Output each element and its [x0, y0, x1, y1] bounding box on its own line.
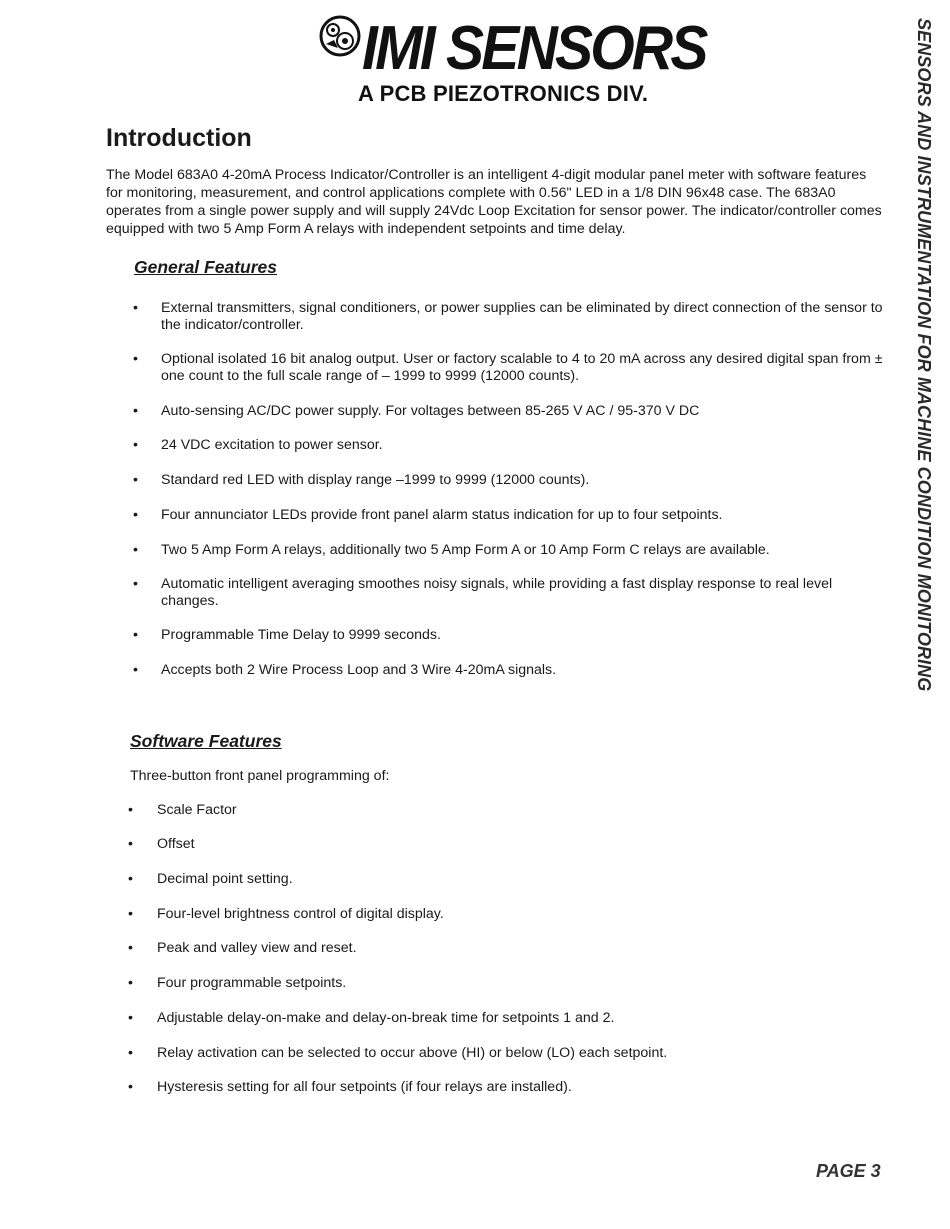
software-features-intro: Three-button front panel programming of: — [130, 768, 390, 784]
list-item: • Automatic intelligent averaging smoothes noisy signals, while providing a fast display response to real level changes. — [133, 576, 833, 609]
bullet-icon: • — [133, 662, 138, 678]
list-item: • Programmable Time Delay to 9999 seconds. — [133, 627, 441, 643]
list-item: • Four-level brightness control of digital display. — [128, 906, 444, 922]
bullet-icon: • — [133, 542, 138, 558]
list-item: • Four annunciator LEDs provide front panel alarm status indication for up to four setpoints. — [133, 507, 723, 523]
list-item: • External transmitters, signal conditioners, or power supplies can be eliminated by direct connection of the sensor to the indicator/controller. — [133, 300, 883, 333]
bullet-icon: • — [133, 351, 138, 367]
list-item: • Hysteresis setting for all four setpoints (if four relays are installed). — [128, 1079, 572, 1095]
list-item: • Offset — [128, 836, 195, 852]
list-item: • Four programmable setpoints. — [128, 975, 347, 991]
bullet-icon: • — [128, 1079, 133, 1095]
bullet-icon: • — [128, 836, 133, 852]
bullet-icon: • — [128, 906, 133, 922]
list-item: • Adjustable delay-on-make and delay-on-break time for setpoints 1 and 2. — [128, 1010, 615, 1026]
page-title: Introduction — [106, 124, 252, 152]
side-banner-text: SENSORS AND INSTRUMENTATION FOR MACHINE CONDITION MONITORING — [914, 18, 934, 692]
list-item: • Auto-sensing AC/DC power supply. For voltages between 85-265 V AC / 95-370 V DC — [133, 403, 700, 419]
list-item: • Peak and valley view and reset. — [128, 940, 357, 956]
bullet-icon: • — [133, 627, 138, 643]
introduction-section — [106, 120, 896, 238]
logo-wordmark: IMI SENSORS — [362, 14, 706, 83]
side-banner — [908, 18, 938, 778]
bullet-icon: • — [133, 507, 138, 523]
logo-subtitle: A PCB PIEZOTRONICS DIV. — [358, 81, 649, 106]
bullet-icon: • — [128, 940, 133, 956]
list-item: • Decimal point setting. — [128, 871, 293, 887]
list-item: • Accepts both 2 Wire Process Loop and 3 Wire 4-20mA signals. — [133, 662, 557, 678]
bullet-icon: • — [128, 975, 133, 991]
bullet-icon: • — [128, 1010, 133, 1026]
bullet-icon: • — [128, 802, 133, 818]
list-item: • Optional isolated 16 bit analog output. User or factory scalable to 4 to 20 mA across any desired digital span from ± one count to the full scale range of – 1999 to 9999 (12000 counts). — [133, 351, 883, 384]
bullet-icon: • — [133, 472, 138, 488]
list-item: • 24 VDC excitation to power sensor. — [133, 437, 383, 453]
software-features-heading: Software Features — [130, 731, 282, 751]
general-features-heading: General Features — [134, 257, 277, 277]
list-item: • Standard red LED with display range –1999 to 9999 (12000 counts). — [133, 472, 590, 488]
bullet-icon: • — [133, 403, 138, 419]
bullet-icon: • — [128, 1045, 133, 1061]
introduction-paragraph: The Model 683A0 4-20mA Process Indicator/Controller is an intelligent 4-digit modular panel meter with software features for monitoring, measurement, and control applications complete with 0.56" LED in a 1/8 DIN 96x48 case. The 683A0 operates from a single power supply and will supply 24Vdc Loop Excitation for sensor power. The indicator/controller comes equipped with two 5 Amp Form A relays with independent setpoints and time delay. — [106, 167, 882, 237]
bullet-icon: • — [128, 871, 133, 887]
imi-emblem-icon — [318, 14, 362, 58]
company-logo — [318, 14, 706, 106]
page-number: PAGE 3 — [816, 1161, 881, 1181]
bullet-icon: • — [133, 437, 138, 453]
list-item: • Scale Factor — [128, 802, 237, 818]
list-item: • Two 5 Amp Form A relays, additionally two 5 Amp Form A or 10 Amp Form C relays are available. — [133, 542, 770, 558]
bullet-icon: • — [133, 300, 138, 316]
list-item: • Relay activation can be selected to occur above (HI) or below (LO) each setpoint. — [128, 1045, 668, 1061]
bullet-icon: • — [133, 576, 138, 592]
